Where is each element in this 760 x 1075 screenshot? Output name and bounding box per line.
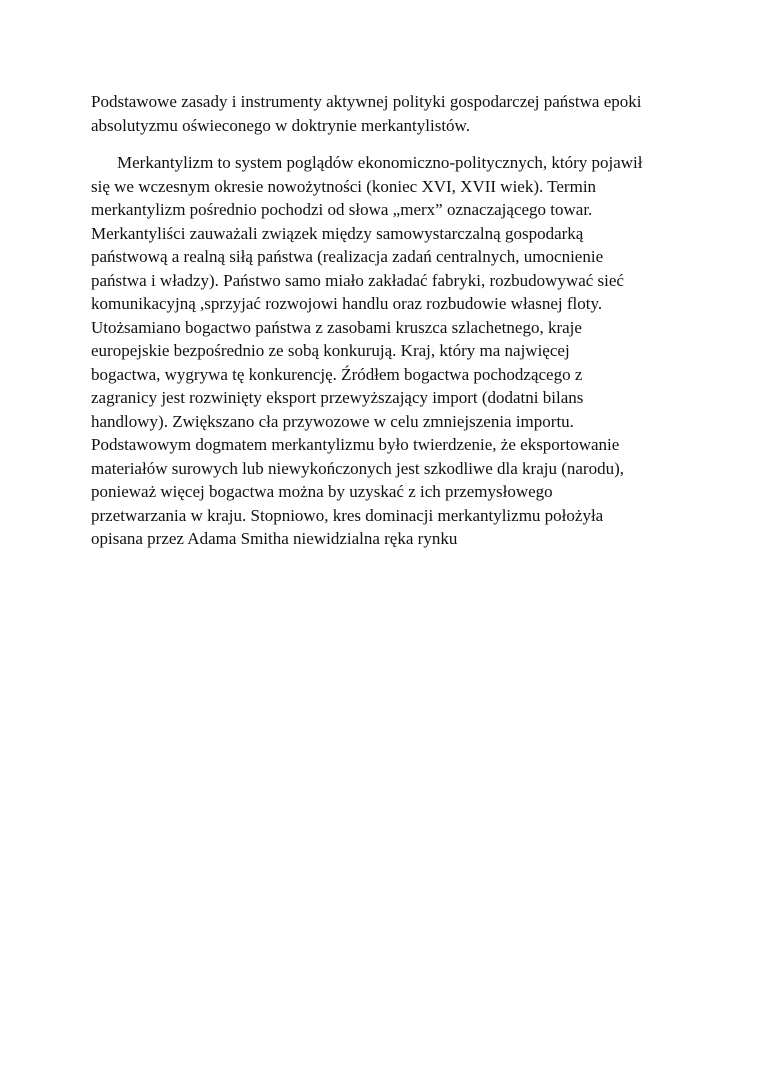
paragraph-line: ponieważ więcej bogactwa można by uzyskać z ich przemysłowego [91, 482, 553, 501]
paragraph-line: państwową a realną siłą państwa (realizacja zadań centralnych, umocnienie [91, 247, 604, 266]
paragraph-line: opisana przez Adama Smitha niewidzialna ręka rynku [91, 529, 458, 548]
paragraph-line: zagranicy jest rozwinięty eksport przewyższający import (dodatni bilans [91, 388, 584, 407]
title-line: absolutyzmu oświeconego w doktrynie merkantylistów. [91, 115, 470, 135]
paragraph-line: bogactwa, wygrywa tę konkurencję. Źródłem bogactwa pochodzącego z [91, 364, 583, 384]
paragraph-line: europejskie bezpośrednio ze sobą konkurują. Kraj, który ma najwięcej [91, 341, 570, 360]
document-content [91, 90, 681, 551]
paragraph-line: Utożsamiano bogactwo państwa z zasobami kruszca szlachetnego, kraje [91, 317, 582, 337]
paragraph-line: się we wczesnym okresie nowożytności (koniec XVI, XVII wiek). Termin [91, 176, 597, 196]
paragraph-line: Merkantylizm to system poglądów ekonomiczno-politycznych, który pojawił [117, 153, 643, 172]
paragraph-line: merkantylizm pośrednio pochodzi od słowa „merx” oznaczającego towar. [91, 200, 593, 219]
paragraph-line: komunikacyjną ,sprzyjać rozwojowi handlu oraz rozbudowie własnej floty. [91, 294, 603, 313]
paragraph-line: handlowy). Zwiększano cła przywozowe w celu zmniejszenia importu. [91, 411, 574, 431]
paragraph-line: Podstawowym dogmatem merkantylizmu było twierdzenie, że eksportowanie [91, 435, 620, 454]
paragraph-line: materiałów surowych lub niewykończonych jest szkodliwe dla kraju (narodu), [91, 458, 624, 478]
paragraph-line: państwa i władzy). Państwo samo miało zakładać fabryki, rozbudowywać sieć [91, 270, 624, 290]
title-line: Podstawowe zasady i instrumenty aktywnej polityki gospodarczej państwa epoki [91, 92, 642, 111]
paragraph-line: Merkantyliści zauważali związek między samowystarczalną gospodarką [91, 223, 584, 243]
document-title [91, 90, 681, 137]
body-paragraph [91, 151, 681, 551]
paragraph-line: przetwarzania w kraju. Stopniowo, kres dominacji merkantylizmu położyła [91, 505, 604, 525]
